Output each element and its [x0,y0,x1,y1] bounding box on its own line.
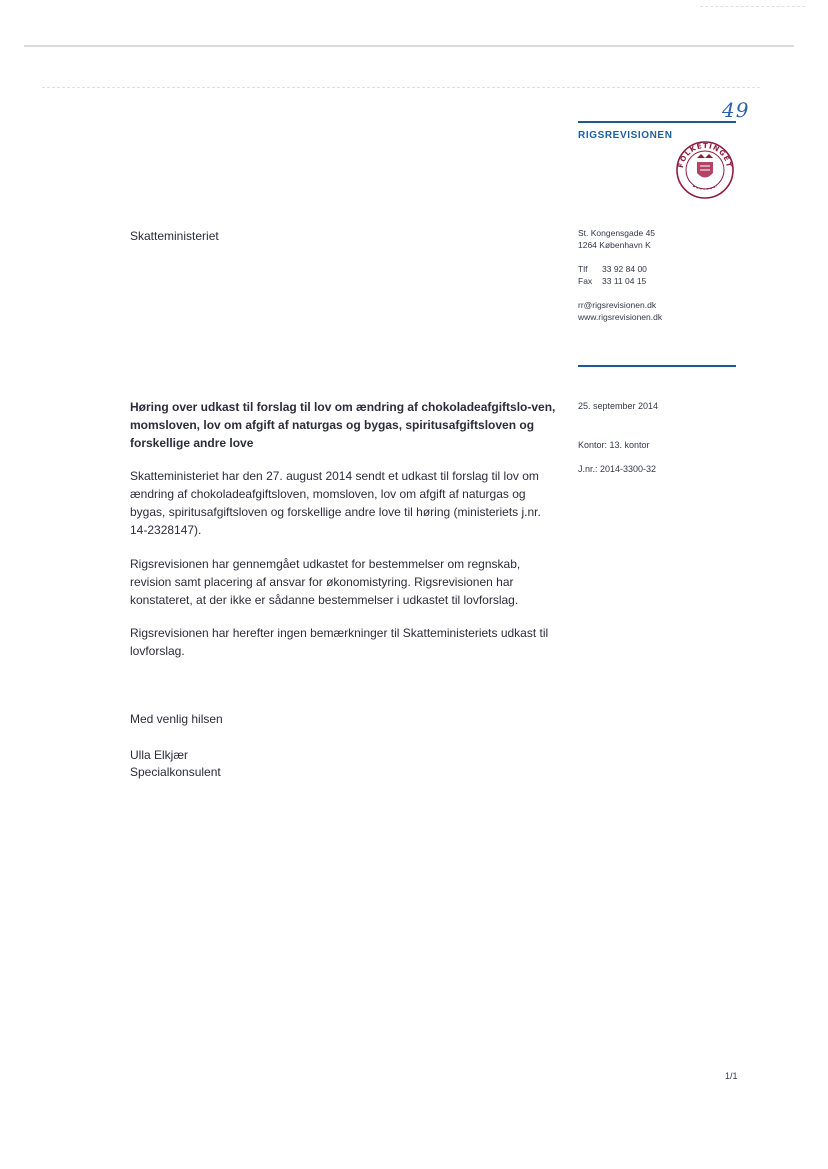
sender-web-block [578,299,662,323]
sender-postal: 1264 København K [578,240,651,250]
seal-text: FOLKETINGET [677,141,733,169]
header-rule [578,121,736,123]
handwritten-page-marking: 49 [722,98,750,122]
fax-label: Fax [578,276,593,286]
page-number: 1/1 [725,1071,738,1081]
sender-phone-block [578,263,647,287]
body-paragraph-3: Rigsrevisionen har herefter ingen bemærkninger til Skatteministeriets udkast til lovforslag. [130,626,549,658]
meta-rule [578,365,736,367]
sender-phone-line [578,263,647,275]
organization-name: RIGSREVISIONEN [578,130,673,141]
scan-artifact-line [24,45,794,47]
letter-subject: Høring over udkast til forslag til lov om ændring af chokoladeafgiftslo-ven, momsloven, lov om afgift af naturgas og bygas, spiritusafgiftsloven og forskellige andre love [130,400,556,450]
sender-email[interactable]: rr@rigsrevisionen.dk [578,300,657,310]
body-paragraph-2: Rigsrevisionen har gennemgået udkastet for bestemmelser om regnskab, revision samt placering af ansvar for økonomistyring. Rigsrevisionen har konstateret, at der ikke er sådanne bestemmelser i udkastet til lovforslag. [130,557,521,607]
phone-value: 33 92 84 00 [602,264,647,274]
sender-fax-line [578,275,647,287]
sender-website[interactable]: www.rigsrevisionen.dk [578,312,663,322]
sender-street: St. Kongensgade 45 [578,228,656,238]
signatory-name: Ulla Elkjær [130,748,189,762]
phone-label: Tlf [578,264,588,274]
fax-value: 33 11 04 15 [602,276,647,286]
recipient-name: Skatteministeriet [130,229,219,243]
body-paragraph-1: Skatteministeriet har den 27. august 2014 sendt et udkast til forslag til lov om ændring af chokoladeafgiftsloven, momsloven, lov om afgift af naturgas og bygas, spiritusafgiftsloven og forskellige andre love til høring (ministeriets j.nr. 14-2328147). [130,469,541,537]
sender-address [578,227,655,251]
folketinget-seal-icon [675,140,735,200]
closing-greeting: Med venlig hilsen [130,712,223,726]
signatory-title: Specialkonsulent [130,765,221,779]
journal-number: J.nr.: 2014-3300-32 [578,464,657,474]
letter-date: 25. september 2014 [578,401,659,411]
office-info: Kontor: 13. kontor [578,440,650,450]
scan-artifact-line [700,6,805,7]
scan-artifact-line [42,87,760,88]
